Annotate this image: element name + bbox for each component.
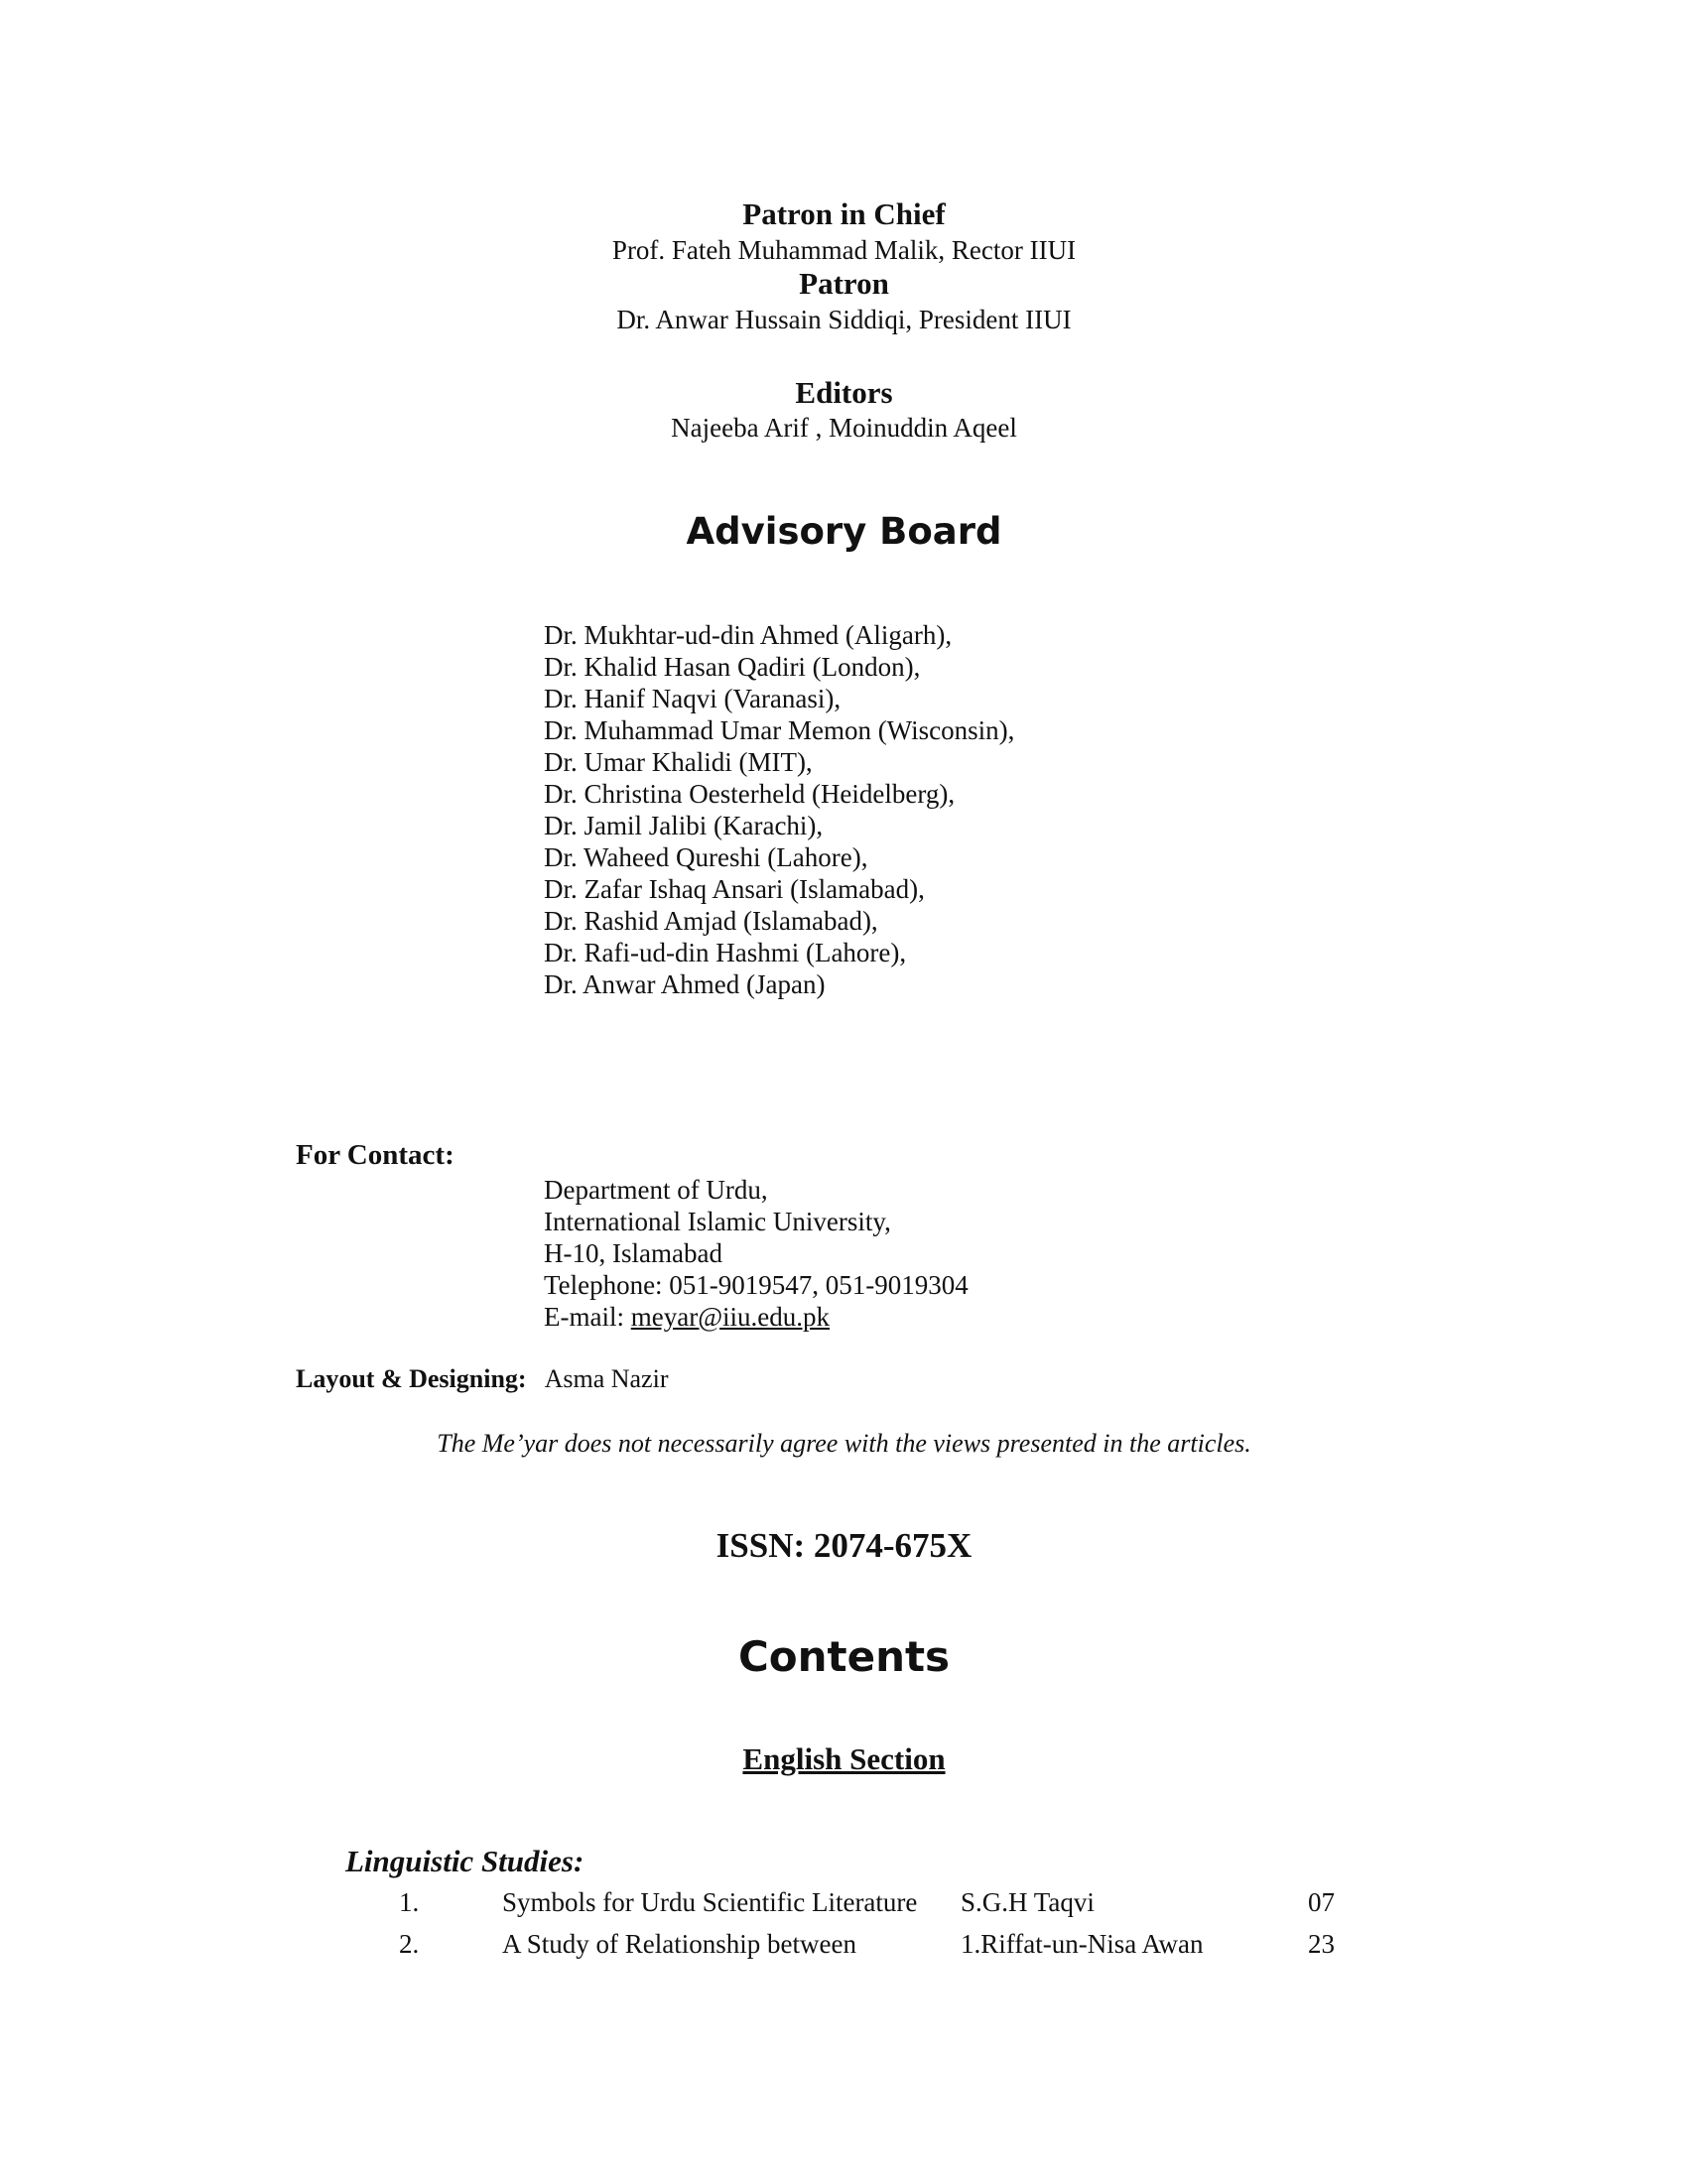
- board-member: Dr. Rafi-ud-din Hashmi (Lahore),: [544, 938, 907, 967]
- english-section-label: English Section: [742, 1741, 946, 1776]
- board-member: Dr. Jamil Jalibi (Karachi),: [544, 811, 824, 840]
- advisory-board-heading: Advisory Board: [686, 510, 1002, 553]
- board-member: Dr. Waheed Qureshi (Lahore),: [544, 842, 868, 872]
- layout-credit: [296, 1364, 668, 1394]
- toc-title: A Study of Relationship between: [502, 1929, 856, 1959]
- layout-label: Layout & Designing:: [296, 1364, 527, 1393]
- editors-names: Najeeba Arif , Moinuddin Aqeel: [671, 413, 1017, 443]
- toc-page: 07: [1308, 1887, 1335, 1917]
- toc-author: 1.Riffat-un-Nisa Awan: [961, 1929, 1204, 1959]
- disclaimer: The Me’yar does not necessarily agree with the views presented in the articles.: [437, 1429, 1251, 1458]
- board-member: Dr. Christina Oesterheld (Heidelberg),: [544, 779, 956, 809]
- board-member: Dr. Rashid Amjad (Islamabad),: [544, 906, 878, 936]
- contact-label: For Contact:: [296, 1139, 454, 1171]
- contact-university: International Islamic University,: [544, 1207, 891, 1236]
- advisory-board-list: [544, 619, 1014, 1000]
- contact-email-line: [544, 1301, 969, 1333]
- board-member: Dr. Khalid Hasan Qadiri (London),: [544, 652, 921, 682]
- patron-heading: Patron: [799, 266, 889, 301]
- board-member: Dr. Hanif Naqvi (Varanasi),: [544, 684, 842, 713]
- contact-block: [544, 1174, 969, 1333]
- english-section-heading: [0, 1741, 1688, 1777]
- board-member: Dr. Umar Khalidi (MIT),: [544, 747, 813, 777]
- toc-number: 2.: [399, 1929, 420, 1959]
- toc-page: 23: [1308, 1929, 1335, 1959]
- board-member: Dr. Muhammad Umar Memon (Wisconsin),: [544, 715, 1015, 745]
- linguistic-studies-heading: Linguistic Studies:: [345, 1844, 584, 1878]
- layout-name: Asma Nazir: [544, 1364, 669, 1393]
- contact-department: Department of Urdu,: [544, 1175, 768, 1205]
- board-member: Dr. Zafar Ishaq Ansari (Islamabad),: [544, 874, 925, 904]
- patron-name: Dr. Anwar Hussain Siddiqi, President IIUI: [616, 305, 1072, 334]
- email-prefix: E-mail:: [544, 1302, 631, 1332]
- board-member: Dr. Anwar Ahmed (Japan): [544, 969, 826, 999]
- email-link[interactable]: meyar@iiu.edu.pk: [630, 1302, 831, 1332]
- toc-entry[interactable]: [0, 1887, 1688, 1919]
- patron-in-chief-name: Prof. Fateh Muhammad Malik, Rector IIUI: [611, 235, 1077, 265]
- contact-telephone: Telephone: 051-9019547, 051-9019304: [544, 1270, 969, 1300]
- contents-heading: Contents: [737, 1632, 951, 1681]
- patron-in-chief-heading: Patron in Chief: [742, 196, 946, 231]
- toc-entry[interactable]: [0, 1929, 1688, 1961]
- toc-title: Symbols for Urdu Scientific Literature: [502, 1887, 918, 1917]
- toc-number: 1.: [399, 1887, 420, 1917]
- contact-address: H-10, Islamabad: [544, 1238, 722, 1268]
- toc-author: S.G.H Taqvi: [961, 1887, 1095, 1917]
- editors-heading: Editors: [795, 375, 893, 410]
- issn: ISSN: 2074-675X: [715, 1526, 973, 1565]
- board-member: Dr. Mukhtar-ud-din Ahmed (Aligarh),: [544, 620, 953, 650]
